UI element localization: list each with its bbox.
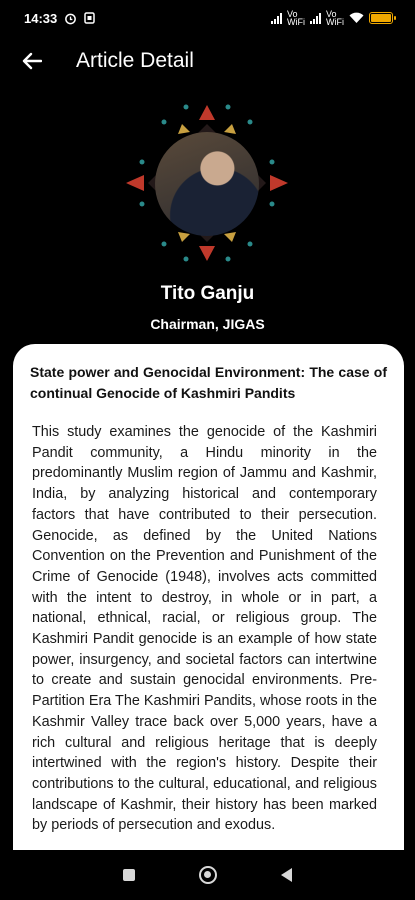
page-title: Article Detail	[76, 49, 194, 72]
status-bar	[0, 0, 415, 36]
home-button[interactable]	[199, 866, 217, 884]
wifi-icon	[349, 12, 364, 24]
article-card[interactable]	[13, 344, 404, 864]
author-name: Tito Ganju	[160, 283, 255, 304]
article-title: State power and Genocidal Environment: The case of continual Genocide of Kashmiri Pandits	[30, 364, 387, 401]
battery-icon	[369, 12, 393, 24]
back-button[interactable]	[12, 41, 52, 81]
author-avatar	[155, 132, 259, 236]
article-body: This study examines the genocide of the Kashmiri Pandit community, a Hindu minority in the predominantly Muslim region of Jammu and Kashmir, India, by analyzing historical and contemporary factors that have contributed to their persecution. Genocide, as defined by the United Nations Convention on the Prevention and Punishment of the Crime of Genocide (1948), involves acts committed with the intent to destroy, in whole or in part, a national, ethnical, racial, or religious group. The Kashmiri Pandit genocide is an example of how state power, insurgency, and societal factors can intertwine to create and sustain genocidal environments. Pre-Partition Era The Kashmiri Pandits, whose roots in the Kashmir Valley trace back over 5,000 years, have a rich cultural and religious heritage that is deeply intertwined with the region's history. Despite their contributions to the cultural, educational, and religious landscape of Kashmir, their history has been marked by periods of persecution and exodus.	[32, 424, 377, 834]
status-time: 14:33	[24, 10, 58, 26]
system-back-button[interactable]	[281, 868, 292, 882]
system-nav-bar	[0, 850, 415, 900]
back-arrow-icon	[22, 52, 42, 70]
sim-icon	[84, 12, 95, 24]
author-role: Chairman, JIGAS	[150, 316, 265, 332]
signal-icon	[310, 13, 321, 24]
recents-button[interactable]	[123, 869, 135, 881]
signal-icon	[271, 13, 282, 24]
alarm-icon	[64, 12, 77, 25]
app-bar	[0, 40, 415, 82]
profile-frame	[124, 102, 290, 264]
battery-fill	[371, 14, 391, 22]
status-left	[24, 11, 95, 26]
vowifi-label: Vo WiFi	[326, 9, 344, 27]
volte-label: Vo WiFi	[287, 9, 305, 27]
status-right	[271, 10, 393, 26]
